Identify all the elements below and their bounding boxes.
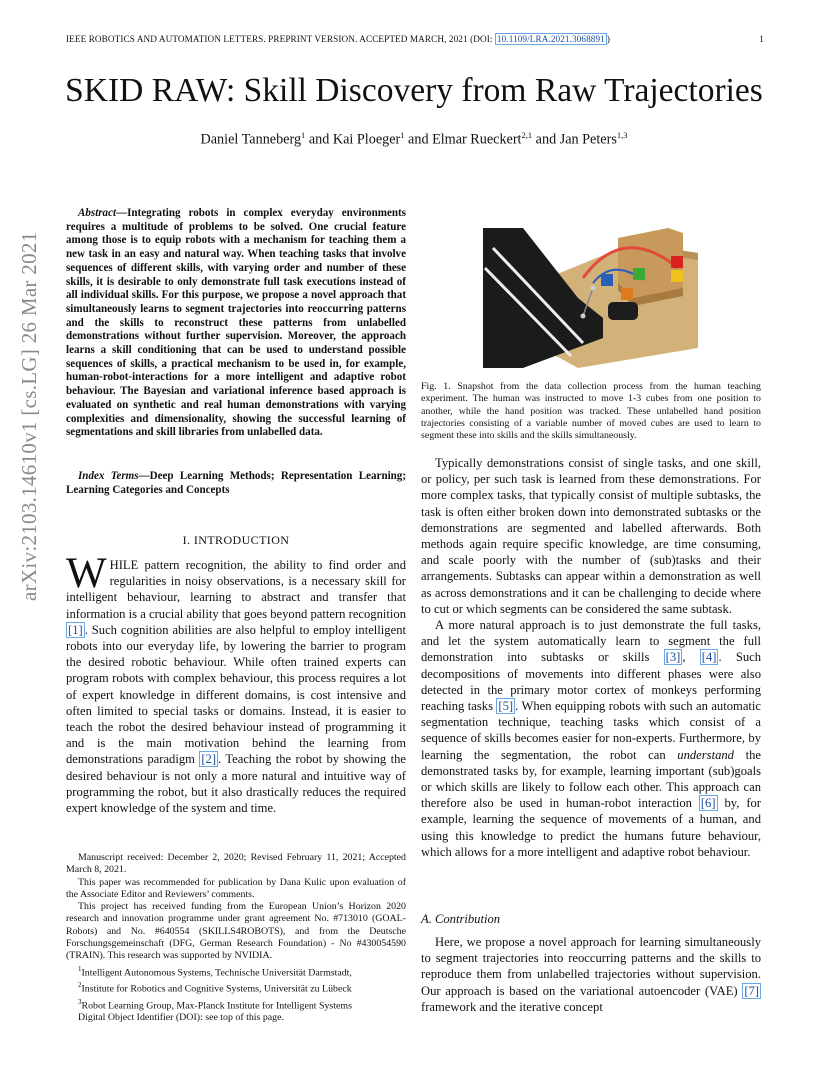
citation-link[interactable]: [5] xyxy=(498,699,514,714)
subsection-heading-contribution: A. Contribution xyxy=(421,912,501,926)
footnotes xyxy=(66,852,406,1025)
para-text: by, for example, learning the sequence of movements of a human, and using this knowledge to predict the humans future behaviour, which allows for a more intelligent and adaptive robot behaviour. xyxy=(421,796,761,859)
cube-yellow xyxy=(671,270,683,282)
para-text: framework and the iterative concept xyxy=(421,999,603,1014)
citation-link[interactable]: [4] xyxy=(701,650,717,665)
affiliation-1-mark: 1 xyxy=(78,964,82,973)
intro-text-3: . Teaching the robot by showing the desired behaviour is not only a more natural and intuitive way of programming the robot, but it also drastically reduces the required expert knowledge of the system and time. xyxy=(66,752,406,816)
figure-1-photo xyxy=(483,228,698,368)
affiliation-2-mark: 2 xyxy=(78,981,82,990)
para-text: the demonstrated tasks by, for example, learning important (sub)goals or which skills are likely to follow each other. This approach can therefore also be used in human-robot interaction xyxy=(421,747,761,811)
right-column-text xyxy=(421,455,761,860)
running-head-text: IEEE ROBOTICS AND AUTOMATION LETTERS. PREPRINT VERSION. ACCEPTED MARCH, 2021 (DOI: xyxy=(66,34,495,44)
cube-red xyxy=(671,256,683,268)
running-header xyxy=(66,34,766,44)
footnote-recommendation: This paper was recommended for publication by Dana Kulic upon evaluation of the Associate Editor and Reviewers’ comments. xyxy=(66,876,406,900)
paragraph-natural-approach xyxy=(421,617,761,860)
footnote-doi: Digital Object Identifier (DOI): see top of this page. xyxy=(78,1012,284,1024)
affiliation-3-mark: 3 xyxy=(78,997,82,1006)
footnote-affiliation-1 xyxy=(66,963,406,980)
author-2: and Kai Ploeger xyxy=(305,131,401,148)
footnote-manuscript: Manuscript received: December 2, 2020; Revised February 11, 2021; Accepted March 8, 2021. xyxy=(66,852,406,876)
citation-link[interactable]: [7] xyxy=(744,983,759,998)
paper-title: SKID RAW: Skill Discovery from Raw Trajectories xyxy=(65,72,763,109)
citation-link[interactable]: [1] xyxy=(68,622,83,637)
para-text: . When equipping robots with such an automatic segmentation technique, teaching tasks which consist of a sequence of skills becomes easier for non-experts. Furthermore, by learning the segmentation, the robot can xyxy=(421,699,762,762)
emphasis-understand: understand xyxy=(677,747,734,762)
tracking-glove xyxy=(608,302,638,320)
cube-green xyxy=(633,268,645,280)
doi-link[interactable]: 10.1109/LRA.2021.3068891 xyxy=(496,34,605,44)
author-3: and Elmar Rueckert xyxy=(404,131,522,148)
figure-1-caption: Fig. 1. Snapshot from the data collection process from the human teaching experiment. The human was instructed to move 1-3 cubes from one position to another, while the hand position was tracked. These unlabelled hand position trajectories consisting of a variable number of moved cubes are used to learn to segment these into skills and the skills simultaneously. xyxy=(421,381,761,442)
index-terms xyxy=(66,470,406,497)
author-4-affiliation: 1,3 xyxy=(616,130,628,140)
drop-cap: W xyxy=(66,550,107,597)
para-text: Here, we propose a novel approach for learning simultaneously to segment trajectories into reoccurring patterns and the skills to reproduce them from unlabelled trajectories without supervision. Our approach is based on the variational autoencoder (VAE) xyxy=(421,935,761,998)
footnote-funding: This project has received funding from the European Union’s Horizon 2020 research and innovation programme under grant agreement No. #713010 (GOAL-Robots) and No. #640554 (SKILLS4ROBOTS), and from the Deutsche Forschungsgemeinschaft (DFG, German Research Foundation) - No #430054590 (TRAIN). This research was supported by NVIDIA. xyxy=(66,901,406,962)
cube-orange xyxy=(621,288,633,300)
affiliation-3-text: Robot Learning Group, Max-Planck Institute for Intelligent Systems xyxy=(81,1000,352,1012)
cube-blue xyxy=(601,274,613,286)
running-head-close: ) xyxy=(606,34,611,44)
citation-link[interactable]: [2] xyxy=(201,752,217,767)
tracking-marker xyxy=(581,314,586,319)
footnote-affiliation-3 xyxy=(66,996,406,1013)
introduction-paragraph xyxy=(66,550,406,816)
author-2-affiliation: 1 xyxy=(400,130,405,140)
author-3-affiliation: 2,1 xyxy=(521,130,533,140)
author-1-affiliation: 1 xyxy=(301,130,306,140)
citation-link[interactable]: [3] xyxy=(665,650,681,665)
footnote-affiliation-2 xyxy=(66,979,406,996)
paragraph-contribution xyxy=(421,934,761,1015)
intro-text-2: . Such cognition abilities are also helpful to employ intelligent robots into our everyday life, by lowering the barrier to program the desired robotic behaviour. While often trained experts can program robots with complex behaviour, this process requires a lot of expert knowledge in different domains, is cost intensive and often limited to special tasks or domains. Instead, it is easier to teach the robot the desired behaviour instead of programming it and is the main motivation behind the learning from demonstrations paradigm xyxy=(66,622,406,767)
page-number: 1 xyxy=(759,34,764,44)
index-terms-text: —Deep Learning Methods; Representation Learning; Learning Categories and Concepts xyxy=(66,470,407,496)
index-terms-label: Index Terms xyxy=(78,470,139,482)
arxiv-stamp: arXiv:2103.14610v1 [cs.LG] 26 Mar 2021 xyxy=(17,231,41,601)
affiliation-1-text: Intelligent Autonomous Systems, Technische Universität Darmstadt, xyxy=(81,966,352,978)
paragraph-demonstrations: Typically demonstrations consist of single tasks, and one skill, or policy, per such task is learned from these demonstrations. For more complex tasks, that typically consist of multiple subtasks, the task is often either broken down into demonstrated subtasks or the demonstrations are segmented and labelled afterwards. Both methods again require specific knowledge, are time consuming, and scale poorly with the number of (sub)tasks and their arrangements. Subtasks can appear within a demonstration as well as across demonstrations and it can be challenging to decide where to cut or which segments can be considered the same subtask. xyxy=(421,456,761,616)
section-heading-introduction: I. INTRODUCTION xyxy=(182,533,290,547)
affiliation-2-text: Institute for Robotics and Cognitive Systems, Universität zu Lübeck xyxy=(81,983,352,995)
author-4: and Jan Peters xyxy=(532,131,617,148)
intro-text-1: HILE pattern recognition, the ability to find order and regularities in noisy observations, is a necessary skill for intelligent behaviour, learning to abstract and transfer that information is a crucial ability that goes beyond pattern recognition xyxy=(66,558,406,621)
para-text: . Such decompositions of movements into different phases were also detected in the primary motor cortex of monkeys performing reaching tasks xyxy=(421,650,762,714)
author-list xyxy=(0,130,828,149)
para-text: A more natural approach is to just demonstrate the full tasks, and let the system automatically learn to segment the full demonstration into subtasks or skills xyxy=(421,618,761,665)
tracking-marker xyxy=(591,286,596,291)
para-text: , xyxy=(682,650,700,665)
abstract-label: Abstract xyxy=(78,207,117,219)
abstract-text: —Integrating robots in complex everyday environments requires a multitude of problems to be solved. One crucial feature among those is to equip robots with a mechanism for teaching them a new task in an easy and natural way. When teaching tasks that involve sequences of different skills, with varying order and number of these skills, it is desirable to only demonstrate full task executions instead of all individual skills. For this purpose, we propose a novel approach that simultaneously learns to segment trajectories into reoccurring patterns and the skills to reconstruct these patterns from unlabelled demonstrations without further supervision. Moreover, the approach learns a skill conditioning that can be used to understand possible sequences of skills, a practical mechanism to be used in, for example, human-robot-interactions for a more intelligent and adaptive robot behaviour. The Bayesian and variational inference based approach is evaluated on synthetic and real human demonstrations with varying complexities and dimensionality, showing the successful learning of segmentations and skill libraries from unlabelled data. xyxy=(66,207,406,439)
abstract xyxy=(66,207,406,440)
citation-link[interactable]: [6] xyxy=(700,796,716,811)
author-1: Daniel Tanneberg xyxy=(200,131,302,148)
